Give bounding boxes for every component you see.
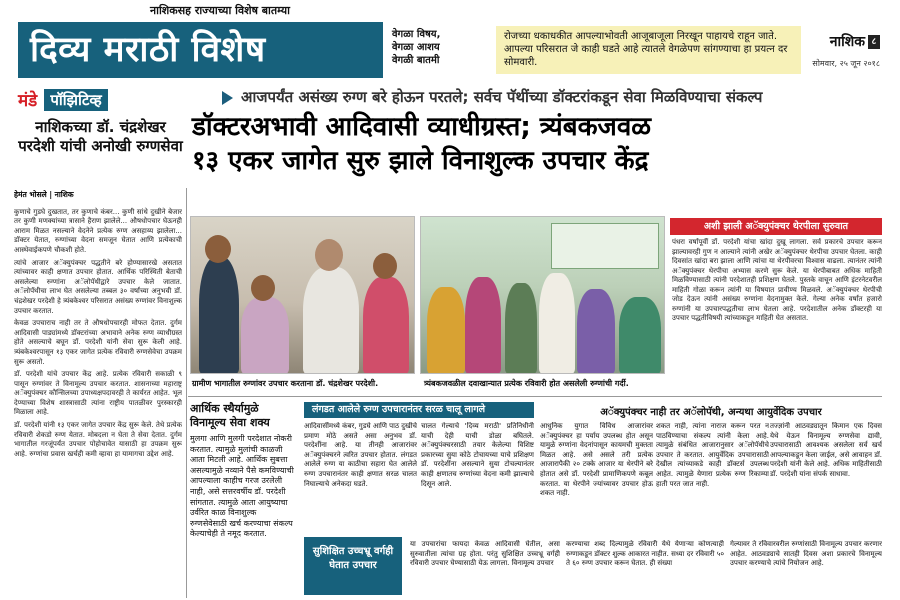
econ-section-title: आर्थिक स्थैर्यामुळे विनामूल्य सेवा शक्य (190, 402, 270, 429)
ward-section-col: आदिवासींमध्ये कंबर, गुडघे आणि पाठ दुखीचे प्रमाण मोठे असते असा अनुभव डॉ. परदेशींना आहे. या तीनही आजारांवर अॅक्युपंक्चरने त्वरित उपचार होतात. लंगडत आलेले रुग्ण या काठीचा सहारा घेत आलेले रुग्ण उपचारानंतर काही क्षणात सरळ चालत निघाल्याचे अनेकदा घडते. (304, 422, 417, 488)
photo-clinic-crowd (420, 216, 665, 374)
acu-section-title: अॅक्युपंक्चर नाही तर अॅलोपॅथी, अन्यथा आयुर्वेदिक उपचार (600, 407, 822, 418)
section-divider (188, 396, 882, 397)
tagline (392, 28, 484, 67)
column-divider (186, 188, 187, 598)
headline-area (192, 86, 882, 178)
headline-line: डॉक्टरअभावी आदिवासी व्याधीग्रस्त; त्र्यंबकजवळ (192, 112, 652, 142)
series-mande: मंडे (18, 91, 38, 111)
photo-figure (241, 297, 289, 374)
bottom-col: या उपचारांचा फायदा केवळ आदिवासी घेतील, असा सुरुवातीला त्यांचा ग्रह होता. परंतु सुशिक्षित उच्चभ्रू वर्गही रविवारी उपचार घेण्यासाठी येऊ लागला. विनामूल्य उपचार (410, 540, 560, 568)
photo-figure (363, 277, 409, 374)
photo-figure (303, 267, 359, 374)
tagline-line: वेगळा विषय, (392, 29, 441, 40)
pull-quote: सुशिक्षित उच्चभ्रू वर्गही घेतात उपचार (304, 537, 402, 595)
ward-section-title: लंगडत आलेले रुग्ण उपचारानंतर सरळ चालू लागले (304, 402, 534, 418)
story-body (14, 190, 182, 595)
triangle-pointer-icon (222, 91, 233, 105)
acupuncture-box-title: अशी झाली अॅक्युपंक्चर थेरपीला सुरुवात (670, 218, 882, 235)
photo-figure (619, 297, 661, 374)
edition-name: नाशिक (829, 34, 865, 50)
photo-figure (539, 273, 575, 374)
series-positive: पॉझिटिव्ह (44, 89, 107, 111)
photo-figure (465, 277, 501, 374)
series-brand (18, 88, 183, 112)
photo-figure (505, 283, 537, 374)
tagline-line: वेगळी बातमी (392, 55, 440, 66)
masthead (18, 22, 880, 78)
tagline-line: वेगळा आशय (392, 42, 440, 53)
photo-figure-head (373, 253, 397, 279)
ward-section-col: चालत गेल्याचे 'दिव्य मराठी' प्रतिनिधीनी याची देही याची डोळा बघितले. अॅक्युपंक्चरसाठी तयार केलेल्या विशिष्ट प्रकारच्या सुया कोठे टोचायच्या याचे प्रशिक्षण डॉ. परदेशींना असल्याने सुया टोचल्यानंतर काही क्षणातच रुग्णांच्या वेदना कमी झाल्याचे दिसून आले. (421, 422, 534, 488)
brand-title: दिव्य मराठी विशेष (18, 22, 383, 78)
photo-doctor-treating (190, 216, 415, 374)
byline: हेमंत भोसले | नाशिक (14, 190, 74, 199)
edition-label (813, 32, 880, 51)
body-paragraph: त्यांचे आजार अॅक्युपंक्चर पद्धतीने बरे होण्यासारखे असतात त्यांच्यावर काही क्षणात उपचार होतात. आर्थिक परिस्थिती बेताची असलेल्या रुग्णांना अॅलोपॅथीद्वारे उपचार केले जातात. अॅलोपॅथीचा लाभ घेत असलेल्या तब्बल ३० वर्षांच्या अनुभवी डॉ. चंद्रशेखर परदेशी हे त्र्यंबकेश्वर परिसरात असंख्य रुग्णांवर विनाशुल्क उपचार करतात. (14, 258, 182, 315)
main-headline (192, 110, 882, 178)
headline-line: १३ एकर जागेत सुरु झाले विनाशुल्क उपचार केंद्र (192, 146, 649, 176)
dateline: सोमवार, २५ जून २०१८ (812, 59, 880, 68)
bottom-col: गेल्यावर ते रविवारवरील रुग्णांसाठी विनामूल्य उपचार करणार आहेत. आठवड्याचे सातही दिवस अशा प्रकारचे विनामूल्य उपचार करण्याचे त्यांचे नियोजन आहे. (730, 540, 882, 568)
photo-figure-head (315, 239, 343, 271)
photo-figure-head (251, 275, 275, 301)
photo-figure (577, 289, 615, 374)
acu-section-col: शकत नाही, त्यांना नाराज करून परत न पाठविण्याचा संकल्प त्यांनी केला आहे. त्यामुळे संबंधित आजारानुसार अॅलोपॅथीचे उपचार ते करतात. आयुर्वेदिक उपचारासाठी देखील त्यांच्याकडे काही डॉक्टर्स उपलब्ध आहेत. त्यामुळे येणारा प्रत्येक रुग्ण रिकाम्या हाती परत जात नाही. (656, 422, 769, 488)
acupuncture-box-body: पंधरा वर्षांपूर्वी डॉ. परदेशी यांचा खांदा दुखू लागला. सर्व प्रकारचे उपचार करून झाल्यावरही गुण न आल्याने त्यांनी अखेर अॅक्युपंक्चर थेरपीचा उपचार घेतला. काही दिवसांत खांदा बरा झाला आणि त्यांचा या थेरपीवरचा विश्वास वाढला. त्यानंतर त्यांनी अॅक्युपंक्चर थेरपीचा अभ्यास करणे सुरू केले. या थेरपीबाबत अधिक माहिती मिळविण्यासाठी त्यांनी परदेशातही प्रशिक्षण घेतले. पुस्तके वाचून आणि इंटरनेटवरील माहिती गोळा करून त्यांनी या विषयात प्रावीण्य मिळवले. अॅक्युपंक्चर थेरपीची जोड देऊन त्यांनी असंख्य रुग्णांना वेदनामुक्त केले. गेल्या अनेक वर्षांत हजारो रुग्णांनी या उपचारपद्धतीचा लाभ घेतला आहे. परदेशातील अनेक डॉक्टरही या उपचार पद्धतीविषयी त्यांच्याकडून माहिती घेत असतात. (672, 238, 882, 322)
clinic-signboard (551, 223, 659, 269)
body-paragraph: डॉ. परदेशी यांचे उपचार केंद्र आहे. प्रत्येक रविवारी सकाळी ९ पासून रुग्णांवर ते विनामूल्य उपचार करतात. शासनाच्या महाराष्ट्र अॅक्युपंक्चर कौन्सिलच्या उपाध्यक्षपदावरही ते कार्यरत आहेत. भूल देण्याच्या विशेष शास्त्रासाठी त्यांना राष्ट्रीय पातळीवर पुरस्कारही मिळाला आहे. (14, 370, 182, 417)
econ-section-body: मुलगा आणि मुलगी परदेशात नोकरी करतात. त्यामुळे मुलांची काळजी आता मिटली आहे. आर्थिक सुबत्ता असल्यामुळे नव्याने पैसे कमविण्याची आपल्याला काहीच गरज उरलेली नाही, असे सत्तरवर्षीय डॉ. परदेशी सांगतात. त्यामुळे आता आयुष्याचा उर्वरित काळ विनाशुल्क रुग्णसेवेसाठी खर्च करण्याचा संकल्प केल्याचेही ते नमूद करतात. (190, 434, 294, 539)
body-paragraph: केवळ उपचाराच नाही तर ते औषधोपचारही मोफत देतात. दुर्गम आदिवासी पाड्यांमध्ये डॉक्टरांच्या अभावाने अनेक रुग्ण व्याधीग्रस्त होते असल्याचे बघून डॉ. परदेशी यांनी सेवा सुरू केली आहे. त्र्यंबकेश्वरपासून १३ एकर जागेत प्रत्येक रविवारी रुग्णसेवेचा उपक्रम सुरू असतो. (14, 319, 182, 366)
page-number-badge: ८ (868, 35, 880, 49)
top-strip (0, 0, 900, 22)
bottom-col: करण्याचा शब्द दिल्यामुळे रविवारी येथे येणाऱ्या कोणत्याही रुग्णाकडून डॉक्टर शुल्क आकारत नाहीत. सध्या दर रविवारी ५० ते ६० रुग्ण उपचार करून घेतात. ही संख्या (566, 540, 724, 568)
subheadline-text: आजपर्यंत असंख्य रुग्ण बरे होऊन परतले; सर्वच पॅथींच्या डॉक्टरांकडून सेवा मिळविण्याचा संकल्प (241, 88, 763, 106)
photo-figure (427, 287, 465, 374)
body-paragraph: डॉ. परदेशी यांनी १३ एकर जागेत उपचार केंद्र सुरू केले. तेथे प्रत्येक रविवारी शेकडो रुग्ण येतात. मोबदला न घेता ते सेवा देतात. दुर्गम भागातील गरजूंपर्यंत उपचार पोहोचावेत यासाठी हा उपक्रम सुरू आहे. रुग्णांचा प्रवास खर्चही कमी व्हावा हा यामागचा उद्देश आहे. (14, 421, 182, 458)
acu-section-col: आधुनिक युगात विविध आजारांवर अॅक्युपंक्चर हा पर्याय उपलब्ध होत असून यामुळे रुग्णांना वेदनांपासून कायमची मुक्तता मिळत आहे. असे असले तरी प्रत्येक आजारापैकी २० टक्के आजार या थेरपीने बरे होतात असे डॉ. परदेशी प्रामाणिकपणे कबूल करतात. या थेरपीने ज्यांच्यावर उपचार होऊ शकत नाही. (540, 422, 653, 498)
monday-positive-panel (18, 88, 183, 174)
sidebar-title: नाशिकच्या डॉ. चंद्रशेखर परदेशी यांची अनोखी रुग्णसेवा (18, 118, 183, 155)
masthead-blurb: रोजच्या धकाधकीत आपल्याभोवती आजूबाजूला निरखून पाहायचे राहून जाते. आपल्या परिसरात जे काही घडते आहे त्यातले वेगळेपण सांगण्याचा हा प्रयत्न दर सोमवारी. (496, 26, 801, 74)
body-paragraph: कुणाचे गुडघे दुखतात, तर कुणाचे कंबर... कुणी सांधे दुखीने बेजार तर कुणी मणक्यांच्या त्रासाने हैराण झालेले... औषधोपचार घेऊनही आराम मिळत नसल्याने वेदनेने प्रत्येक रुग्ण असहाय्य झालेला... डॉक्टर येतात, रुग्णांच्या वेदना समजून घेतात आणि प्रत्येकाची आस्थेवाईकपणे चौकशी होते. (14, 207, 182, 254)
acu-section-col: तज्ज्ञांनी आठवड्यातून किमान एक दिवस येथे येऊन विनामूल्य रुग्णसेवा द्यावी, उपचारासाठी आवश्यक असलेला सर्व खर्च आपल्याकडून केला जाईल, असे आवाहन डॉ. परदेशी यांनी केले आहे. अधिक माहितीसाठी डॉ. परदेशी यांना संपर्क साधावा. (770, 422, 882, 478)
top-kicker: नाशिकसह राज्याच्या विशेष बातम्या (150, 4, 290, 17)
subheadline (192, 86, 882, 108)
photo-caption: त्र्यंबकजवळील दवाखान्यात प्रत्येक रविवारी होत असलेली रुग्णांची गर्दी. (424, 379, 629, 388)
photo-caption: ग्रामीण भागातील रुग्णांवर उपचार करताना डॉ. चंद्रशेखर परदेशी. (192, 379, 379, 388)
photo-figure (199, 257, 239, 374)
photo-figure-head (205, 235, 231, 263)
